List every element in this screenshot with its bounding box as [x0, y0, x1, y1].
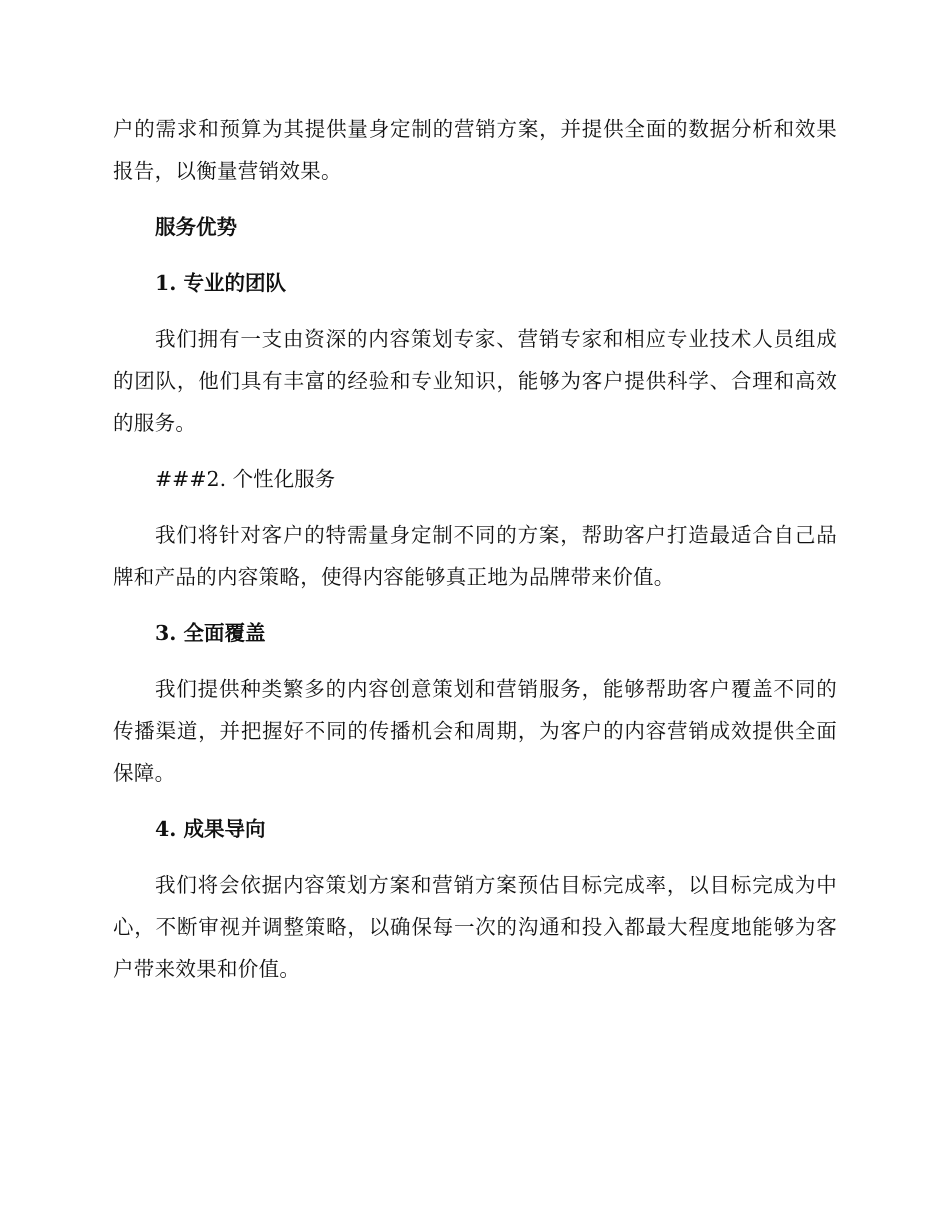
item-heading-3: 3. 全面覆盖	[155, 621, 266, 645]
intro-paragraph: 户的需求和预算为其提供量身定制的营销方案，并提供全面的数据分析和效果报告，以衡量营销效果。	[113, 117, 837, 183]
item-body-2: 我们将针对客户的特需量身定制不同的方案，帮助客户打造最适合自己品牌和产品的内容策略，使得内容能够真正地为品牌带来价值。	[113, 523, 837, 589]
item-heading-2: ###2. 个性化服务	[155, 467, 336, 491]
item-heading-1: 1. 专业的团队	[155, 271, 287, 295]
section-title: 服务优势	[155, 215, 237, 239]
item-body-4: 我们将会依据内容策划方案和营销方案预估目标完成率，以目标完成为中心，不断审视并调整策略，以确保每一次的沟通和投入都最大程度地能够为客户带来效果和价值。	[113, 873, 837, 981]
item-body-3: 我们提供种类繁多的内容创意策划和营销服务，能够帮助客户覆盖不同的传播渠道，并把握好不同的传播机会和周期，为客户的内容营销成效提供全面保障。	[113, 677, 837, 785]
item-heading-4: 4. 成果导向	[155, 817, 266, 841]
item-body-1: 我们拥有一支由资深的内容策划专家、营销专家和相应专业技术人员组成的团队，他们具有丰富的经验和专业知识，能够为客户提供科学、合理和高效的服务。	[113, 327, 837, 435]
